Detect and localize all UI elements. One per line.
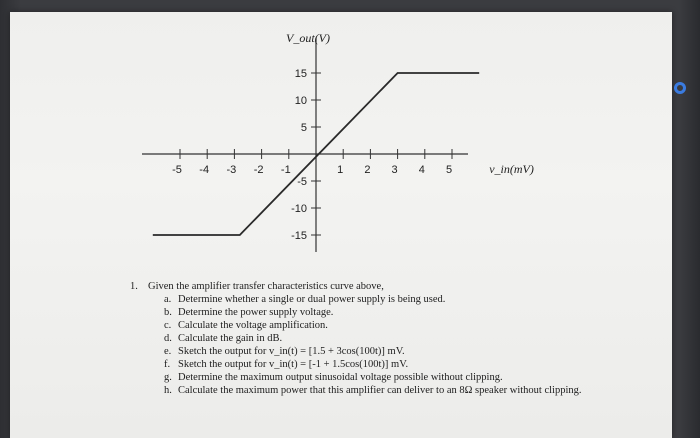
x-tick-label: -4 [199,164,210,176]
question-item-text: Sketch the output for v_in(t) = [1.5 + 3cos(100t)] mV. [178,346,405,357]
x-axis-label: v_in(mV) [489,162,534,176]
question-items [130,293,600,397]
y-tick-label: -10 [291,203,307,215]
question-item-text: Determine the power supply voltage. [178,307,334,318]
x-tick-label: -1 [280,164,291,176]
question-item [164,306,600,319]
y-tick-label: -15 [291,230,307,242]
question-item-text: Determine the maximum output sinusoidal voltage possible without clipping. [178,372,503,383]
y-tick-label: 5 [300,122,307,134]
question-item-letter: b. [164,307,172,318]
question-item-letter: g. [164,372,172,383]
worksheet-page [10,12,672,438]
y-tick-label: 15 [294,68,307,80]
question-item-letter: f. [164,359,171,370]
x-tick-label: 2 [364,164,371,176]
question-item-letter: d. [164,333,172,344]
question-item-text: Calculate the gain in dB. [178,333,283,344]
x-tick-label: 4 [418,164,425,176]
x-tick-label: 3 [391,164,398,176]
question-number: 1. [130,281,138,292]
question-item [164,345,600,358]
question-item [164,332,600,345]
question-item-text: Determine whether a single or dual power supply is being used. [178,294,446,305]
x-tick-label: -2 [253,164,264,176]
question-item-letter: a. [164,294,172,305]
y-tick-label: -5 [297,176,307,188]
question-item-text: Calculate the voltage amplification. [178,320,328,331]
question-item-text: Sketch the output for v_in(t) = [-1 + 1.5cos(100t)] mV. [178,359,409,370]
question-item-text: Calculate the maximum power that this amplifier can deliver to an 8Ω speaker without clipping. [178,385,582,396]
y-axis-label: V_out(V) [286,31,330,45]
question-item [164,371,600,384]
transfer-characteristic-chart [10,12,672,272]
question-item [164,293,600,306]
question-item-letter: e. [164,346,172,357]
chart-ticks [172,68,452,242]
x-tick-label: -5 [172,164,182,176]
question-item [164,319,600,332]
question-item [164,358,600,371]
y-tick-label: 10 [294,95,307,107]
question-header [130,280,600,293]
x-tick-label: 1 [337,164,344,176]
question-block [130,280,600,397]
question-intro: Given the amplifier transfer characteristics curve above, [148,281,384,292]
x-tick-label: -3 [226,164,237,176]
question-item [164,384,600,397]
question-item-letter: h. [164,385,172,396]
screen-indicator-icon [674,82,686,94]
x-tick-label: 5 [445,164,453,176]
question-item-letter: c. [164,320,172,331]
